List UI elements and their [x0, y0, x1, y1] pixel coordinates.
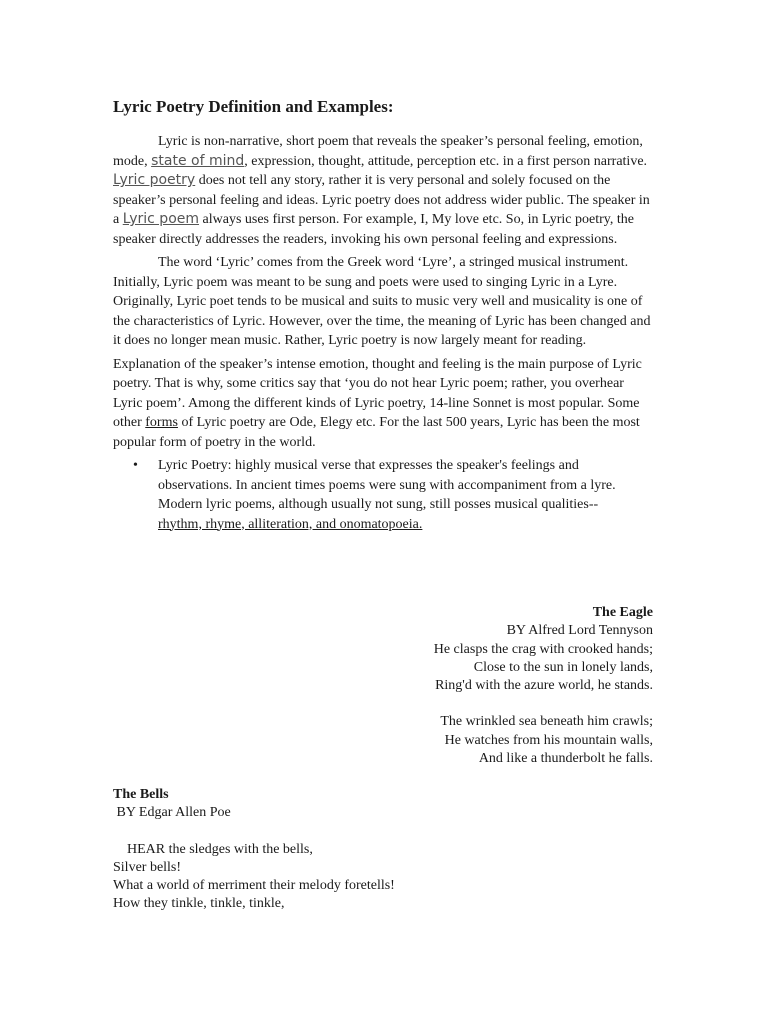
poem-author: BY Edgar Allen Poe	[113, 805, 231, 821]
paragraph-3-text-a: Explanation of the speaker’s intense emotion, thought and feeling is the main purpose of Lyric poetry. That is why, some critics say that ‘you do not hear Lyric poem; rather, you overhear Lyric poem’. Among the different kinds of Lyric poetry, 14-line Sonnet is most popular. Some other	[113, 356, 642, 430]
link-forms[interactable]: forms	[145, 415, 178, 430]
paragraph-1-text-d: always uses first person. For example, I, My love etc. So, in Lyric poetry, the speaker directly addresses the readers, invoking his own personal feeling and expressions.	[113, 212, 634, 247]
poem-author: BY Alfred Lord Tennyson	[506, 623, 653, 639]
bullet-underlined-text: rhythm, rhyme, alliteration, and onomatopoeia.	[158, 516, 423, 532]
paragraph-1-text-a: Lyric is non-narrative, short poem that reveals the speaker’s personal feeling, emotion, mode,	[113, 134, 643, 169]
bullet-text	[158, 456, 653, 534]
bullet-text-main: Lyric Poetry: highly musical verse that expresses the speaker's feelings and observations. In ancient times poems were sung with accompaniment from a lyre. Modern lyric poems, although usually not sung, still posses musical qualities--	[158, 458, 616, 512]
poem-line: Ring'd with the azure world, he stands.	[435, 678, 653, 694]
poem-line: HEAR the sledges with the bells,	[113, 841, 313, 857]
document-page	[113, 96, 653, 912]
poem-line: Silver bells!	[113, 859, 182, 875]
stanza-gap	[113, 695, 653, 713]
poem-line: How they tinkle, tinkle, tinkle,	[113, 896, 285, 912]
poem-line: Close to the sun in lonely lands,	[473, 659, 653, 675]
poem-line: The wrinkled sea beneath him crawls;	[440, 714, 653, 730]
paragraph-3	[113, 355, 653, 453]
poem-title: The Bells	[113, 787, 169, 802]
poem-line: And like a thunderbolt he falls.	[478, 751, 653, 767]
paragraph-2: The word ‘Lyric’ comes from the Greek word ‘Lyre’, a stringed musical instrument. Initially, Lyric poem was meant to be sung and poets were used to singing Lyric in a Lyre. Originally, Lyric poet tends to be musical and suits to music very well and musicality is one of the characteristics of Lyric. However, over the time, the meaning of Lyric has been changed and it does no longer mean music. Rather, Lyric poetry is now largely meant for reading.	[113, 255, 651, 348]
page-title: Lyric Poetry Definition and Examples:	[113, 97, 394, 116]
paragraph-1-text-c: does not tell any story, rather it is very personal and solely focused on the speaker’s personal feeling and ideas. Lyric poetry does not address wider public. The speaker in a	[113, 173, 650, 227]
link-lyric-poetry[interactable]: Lyric poetry	[113, 172, 196, 188]
stanza-gap	[113, 823, 653, 841]
paragraph-1	[113, 132, 653, 249]
paragraph-3-text-b: of Lyric poetry are Ode, Elegy etc. For the last 500 years, Lyric has been the most popular form of poetry in the world.	[113, 415, 640, 450]
poem-title: The Eagle	[592, 605, 653, 620]
paragraph-1-text-b: , expression, thought, attitude, perception etc. in a first person narrative.	[244, 153, 648, 169]
poem-line: What a world of merriment their melody foretells!	[113, 878, 395, 894]
poem-the-eagle	[113, 604, 653, 768]
link-lyric-poem[interactable]: Lyric poem	[122, 211, 200, 227]
link-state-of-mind[interactable]: state of mind	[151, 152, 245, 169]
poem-the-bells	[113, 786, 653, 914]
poem-line: He clasps the crag with crooked hands;	[433, 641, 653, 657]
poem-line: He watches from his mountain walls,	[444, 732, 653, 748]
bullet-item	[113, 456, 653, 534]
bullet-marker: •	[133, 458, 138, 473]
